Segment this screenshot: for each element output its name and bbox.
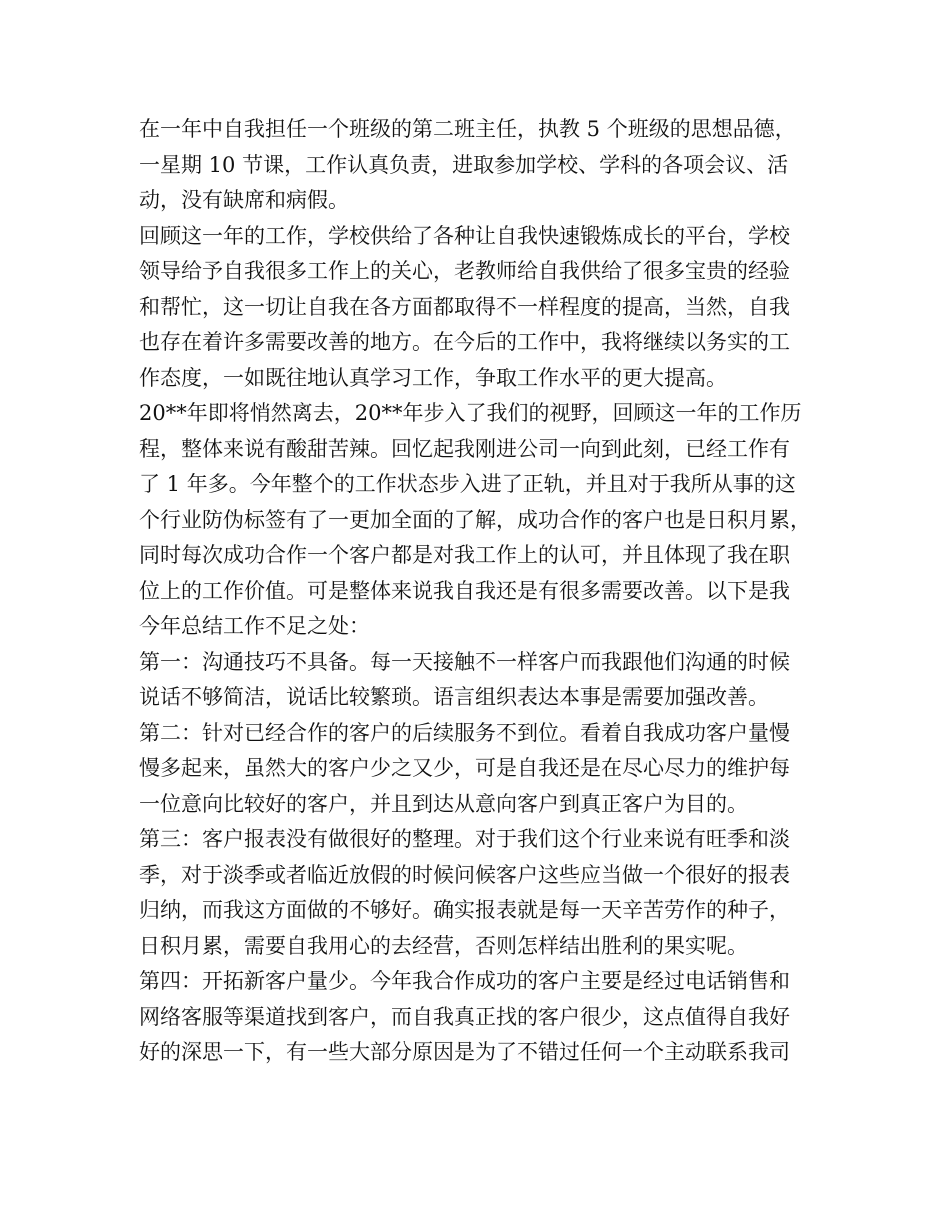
document-body [139, 112, 829, 1071]
text-line: 在一年中自我担任一个班级的第二班主任，执教 5 个班级的思想品德， [139, 117, 796, 141]
text-line: 季，对于淡季或者临近放假的时候问候客户这些应当做一个很好的报表 [139, 862, 790, 887]
text-line: 同时每次成功合作一个客户都是对我工作上的认可，并且体现了我在职 [139, 543, 790, 567]
text-line: 了 1 年多。今年整个的工作状态步入进了正轨，并且对于我所从事的这 [139, 472, 796, 496]
text-line: 作态度，一如既往地认真学习工作，争取工作水平的更大提高。 [139, 365, 727, 390]
text-line: 日积月累，需要自我用心的去经营，否则怎样结出胜利的果实呢。 [139, 933, 748, 958]
text-line: 程，整体来说有酸甜苦辣。回忆起我刚进公司一向到此刻，已经工作有 [139, 436, 790, 461]
text-line: 个行业防伪标签有了一更加全面的了解，成功合作的客户也是日积月累， [139, 507, 811, 532]
text-line: 网络客服等渠道找到客户，而自我真正找的客户很少，这点值得自我好 [139, 1004, 790, 1029]
text-line: 一星期 10 节课，工作认真负责，进取参加学校、学科的各项会议、活 [139, 152, 789, 177]
text-line: 今年总结工作不足之处： [139, 614, 370, 638]
text-line: 回顾这一年的工作，学校供给了各种让自我快速锻炼成长的平台，学校 [139, 223, 790, 248]
text-line: 一位意向比较好的客户，并且到达从意向客户到真正客户为目的。 [139, 791, 748, 816]
text-line: 也存在着许多需要改善的地方。在今后的工作中，我将继续以务实的工 [139, 330, 790, 354]
text-line: 动，没有缺席和病假。 [139, 188, 349, 212]
text-line: 第二：针对已经合作的客户的后续服务不到位。看着自我成功客户量慢 [139, 720, 790, 745]
text-line: 第三：客户报表没有做很好的整理。对于我们这个行业来说有旺季和淡 [139, 827, 790, 851]
text-line: 20**年即将悄然离去，20**年步入了我们的视野，回顾这一年的工作历 [139, 401, 802, 425]
text-line: 第四：开拓新客户量少。今年我合作成功的客户主要是经过电话销售和 [139, 969, 790, 993]
text-line: 和帮忙，这一切让自我在各方面都取得不一样程度的提高，当然，自我 [139, 294, 790, 319]
text-line: 说话不够简洁，说话比较繁琐。语言组织表达本事是需要加强改善。 [139, 685, 769, 709]
text-line: 慢多起来，虽然大的客户少之又少，可是自我还是在尽心尽力的维护每 [139, 756, 790, 780]
text-line: 第一：沟通技巧不具备。每一天接触不一样客户而我跟他们沟通的时候 [139, 649, 790, 674]
text-line: 好的深思一下，有一些大部分原因是为了不错过任何一个主动联系我司 [139, 1040, 790, 1064]
text-line: 领导给予自我很多工作上的关心，老教师给自我供给了很多宝贵的经验 [139, 259, 790, 283]
text-line: 位上的工作价值。可是整体来说我自我还是有很多需要改善。以下是我 [139, 578, 790, 603]
text-line: 归纳，而我这方面做的不够好。确实报表就是每一天辛苦劳作的种子， [139, 898, 790, 922]
